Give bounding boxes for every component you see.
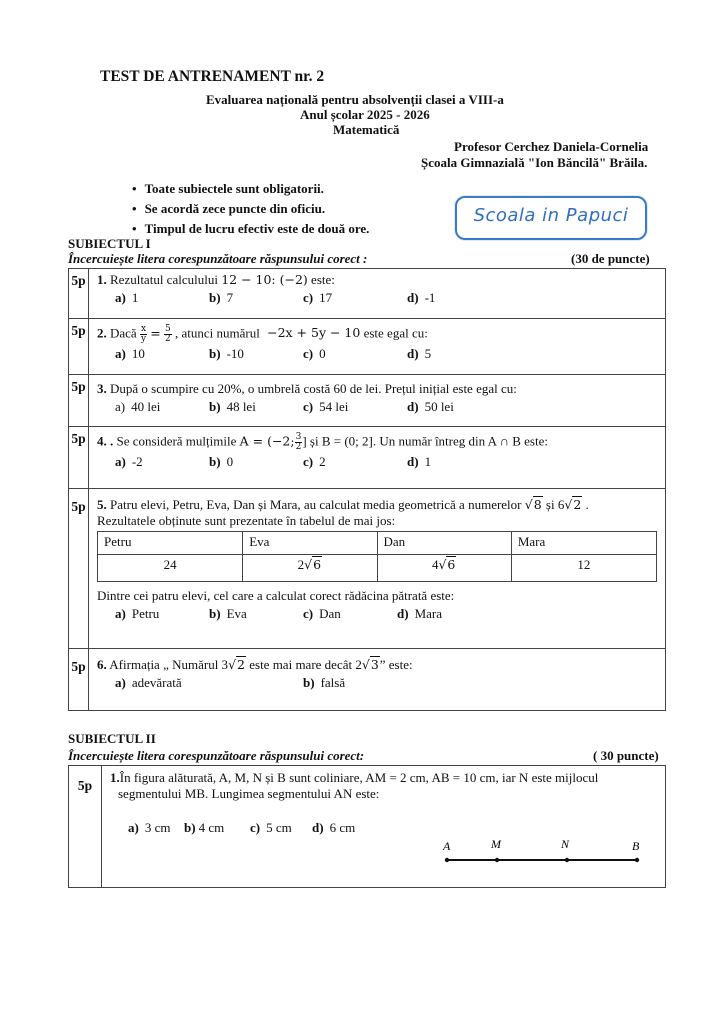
question-row — [69, 427, 666, 489]
question-number: 3. — [97, 381, 107, 396]
question-text-2: Rezultatele obținute sunt prezentate în tabelul de mai jos: — [97, 513, 396, 528]
point-m-label: M — [491, 837, 501, 851]
section2-instruction: Încercuiește litera corespunzătoare răspunsului corect: — [68, 748, 365, 763]
question-points: 5p — [69, 427, 89, 489]
point-m-dot — [495, 858, 499, 862]
option-d[interactable]: d) 5 — [407, 346, 432, 361]
section1-table — [68, 268, 666, 711]
question-text: Rezultatul calculului — [110, 272, 218, 287]
table-header: Petru — [98, 532, 243, 555]
fraction-5-over-2: $\frac{5}{2}$ — [165, 324, 171, 344]
question-points: 5p — [69, 319, 89, 375]
option-b[interactable]: b) -10 — [209, 346, 244, 361]
rule-item: • Se acordă zece puncte din oficiu. — [132, 199, 369, 219]
option-c[interactable]: c) 54 lei — [303, 399, 349, 414]
option-a[interactable]: a) -2 — [115, 454, 143, 469]
option-d[interactable]: d) Mara — [397, 606, 442, 621]
table-cell: 12 — [511, 555, 656, 582]
option-d[interactable]: d) 1 — [407, 454, 432, 469]
question-number: 4. . — [97, 433, 114, 449]
table-header: Mara — [511, 532, 656, 555]
question-text: Patru elevi, Petru, Eva, Dan și Mara, au calculat media geometrică a numerelor — [110, 497, 522, 512]
option-a[interactable]: a) 10 — [115, 346, 145, 361]
option-c[interactable]: c) 17 — [303, 290, 333, 305]
point-n-label: N — [561, 837, 570, 851]
section2-table — [68, 765, 666, 888]
question-number: 1. — [110, 770, 120, 785]
author-name: Profesor Cerchez Daniela-Cornelia — [454, 139, 649, 154]
section1-instruction: Încercuiește litera corespunzătoare răspunsului corect : — [68, 251, 368, 266]
logo-text: Scoala in Papuci — [473, 205, 629, 226]
table-cell: 24 — [98, 555, 243, 582]
option-a[interactable]: a) 3 cm — [128, 820, 171, 835]
results-table — [97, 531, 657, 582]
question-text: În figura alăturată, A, M, N și B sunt coliniare, AM = 2 cm, AB = 10 cm, iar N este mijlocul — [119, 770, 599, 785]
option-a[interactable]: a) adevărată — [115, 675, 182, 690]
option-a[interactable]: a) 40 lei — [115, 399, 161, 414]
question-number: 2. — [97, 325, 107, 341]
question-text: Se consideră mulțimile — [116, 433, 237, 449]
table-header: Eva — [243, 532, 377, 555]
option-d[interactable]: d) -1 — [407, 290, 436, 305]
question-5: 5. Patru elevi, Petru, Eva, Dan și Mara, au calculat media geometrică a numerelor √8 și 6√2 . Rezultatele obținute sunt prezentate în tabelul de mai jos: Petru Eva Dan Mara 24 2√6 4√6 12 Dintre cei patru elevi, cel care a calculat corect rădăcina pătrată este: a) Petru b) Eva c) Dan d) Mara — [89, 489, 666, 649]
subtitle-evaluation: Evaluarea națională pentru absolvenții clasei a VIII-a — [206, 92, 504, 107]
fraction-x-over-y: $\frac{x}{y}$ — [140, 324, 147, 344]
question-points: 5p — [69, 766, 102, 888]
math-expression: 12 − 10: (−2) — [221, 272, 308, 287]
option-b[interactable]: b) 7 — [209, 290, 234, 305]
option-b[interactable]: b) 0 — [209, 454, 234, 469]
logo — [455, 196, 647, 240]
question-row — [69, 649, 666, 711]
rule-item: • Timpul de lucru efectiv este de două ore. — [132, 219, 369, 239]
question-tail: este egal cu: — [363, 325, 428, 341]
question-text-2: segmentului MB. Lungimea segmentului AN este: — [118, 786, 380, 801]
question-1 — [89, 269, 666, 319]
question-6: 6. Afirmația „ Numărul 3√2 este mai mare decât 2√3” este: a) adevărată b) falsă — [89, 649, 666, 711]
question-text: După o scumpire cu 20%, o umbrelă costă 60 de lei. Prețul inițial este egal cu: — [110, 381, 517, 396]
question-row — [69, 489, 666, 649]
question-text: Afirmația „ Numărul 3 — [109, 657, 229, 672]
question-number: 1. — [97, 272, 107, 287]
question-points: 5p — [69, 649, 89, 711]
rule-item: • Toate subiectele sunt obligatorii. — [132, 179, 369, 199]
option-d[interactable]: d) 50 lei — [407, 399, 454, 414]
question-tail: este: — [311, 272, 335, 287]
option-b[interactable]: b) Eva — [209, 606, 247, 621]
option-c[interactable]: c) Dan — [303, 606, 341, 621]
question-4 — [89, 427, 666, 489]
question-row — [69, 375, 666, 427]
set-a: A = (−2; — [239, 433, 295, 449]
section2-title: SUBIECTUL II — [68, 731, 156, 746]
question-3 — [89, 375, 666, 427]
point-a-dot — [445, 858, 449, 862]
option-a[interactable]: a) Petru — [115, 606, 160, 621]
test-title: TEST DE ANTRENAMENT nr. 2 — [100, 68, 325, 85]
table-cell: 2√6 — [243, 555, 377, 582]
point-b-dot — [635, 858, 639, 862]
segment-figure — [437, 836, 647, 870]
table-cell: 4√6 — [377, 555, 511, 582]
subtitle-school-year: Anul școlar 2025 - 2026 — [300, 107, 430, 122]
option-b[interactable]: b) 48 lei — [209, 399, 256, 414]
option-c[interactable]: c) 5 cm — [250, 820, 292, 835]
question-points: 5p — [69, 489, 89, 649]
point-b-label: B — [632, 839, 640, 853]
table-header: Dan — [377, 532, 511, 555]
option-c[interactable]: c) 0 — [303, 346, 326, 361]
question-text-3: Dintre cei patru elevi, cel care a calculat corect rădăcina pătrată este: — [97, 588, 455, 603]
question-row — [69, 766, 666, 888]
question-row — [69, 269, 666, 319]
section2-points: ( 30 puncte) — [593, 748, 659, 763]
question-number: 5. — [97, 497, 107, 512]
section1-title: SUBIECTUL I — [68, 236, 151, 251]
question-number: 6. — [97, 657, 107, 672]
question-mid: , atunci numărul — [175, 325, 260, 341]
point-a-label: A — [443, 839, 451, 853]
point-n-dot — [565, 858, 569, 862]
option-b[interactable]: b) 4 cm — [184, 820, 225, 835]
rules-list — [132, 179, 369, 239]
fraction-3-over-2: $\frac{3}{2}$ — [295, 432, 302, 452]
math-expression: −2x + 5y − 10 — [267, 325, 361, 341]
option-a[interactable]: a) 1 — [115, 290, 139, 305]
section1-points: (30 de puncte) — [571, 251, 650, 266]
option-c[interactable]: c) 2 — [303, 454, 326, 469]
question-tail: ] și B = (0; 2]. Un număr întreg din A ∩ B este: — [302, 433, 548, 449]
option-d[interactable]: d) 6 cm — [312, 820, 356, 835]
question-text: Dacă — [110, 325, 137, 341]
option-b[interactable]: b) falsă — [303, 675, 346, 690]
question-row — [69, 319, 666, 375]
question-s2-1 — [102, 766, 666, 888]
subtitle-subject: Matematică — [333, 122, 400, 137]
question-points: 5p — [69, 375, 89, 427]
question-2: 2. Dacă $\frac{x}{y}$ = $\frac{5}{2}$ , atunci numărul −2x + 5y − 10 este egal cu: a) 10 b) -10 c) 0 d) 5 — [89, 319, 666, 375]
school-name: Școala Gimnazială "Ion Băncilă" Brăila. — [421, 155, 648, 170]
question-points: 5p — [69, 269, 89, 319]
